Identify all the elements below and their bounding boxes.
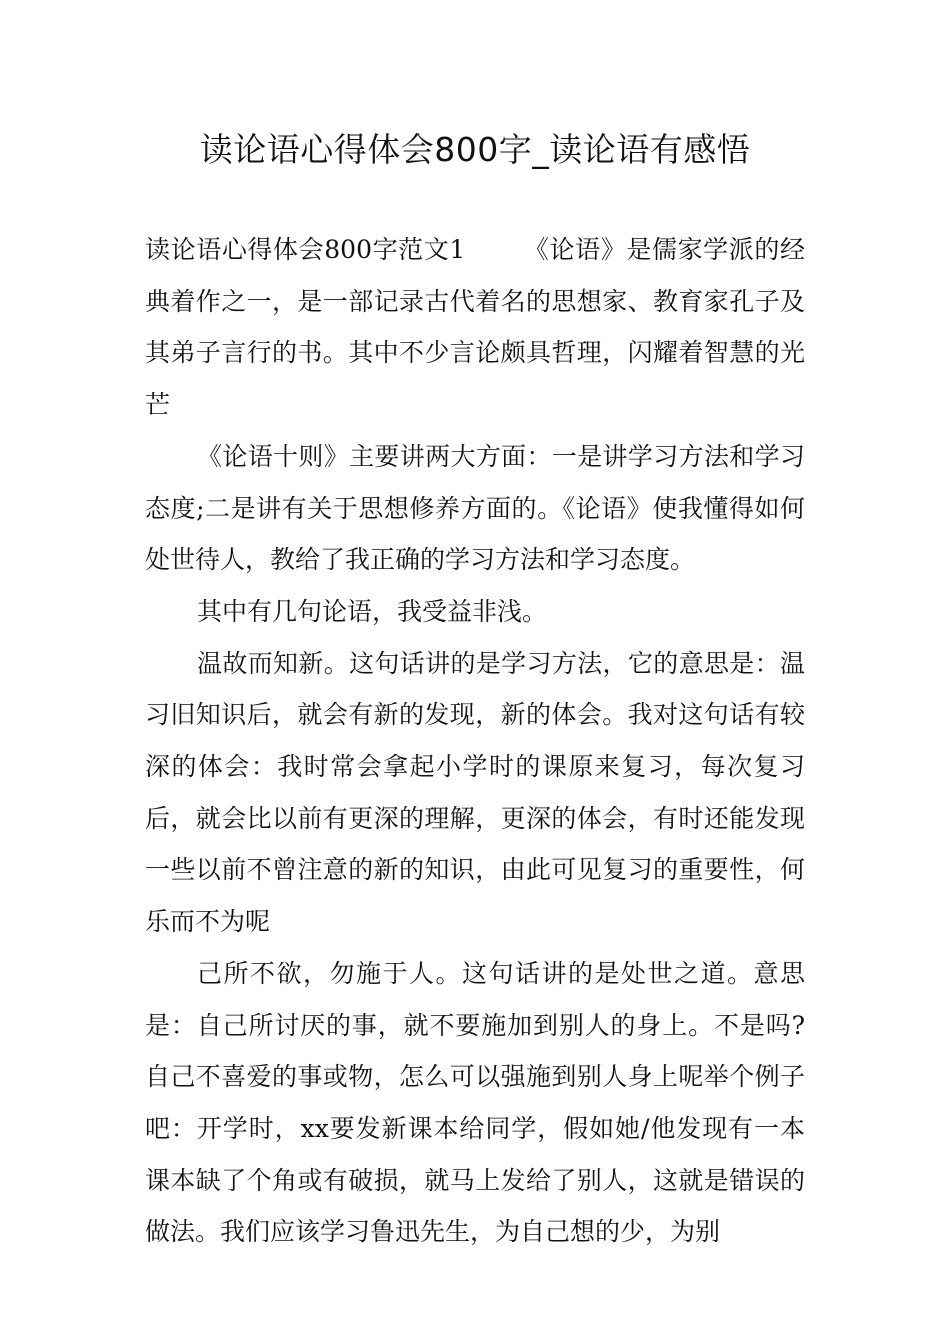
paragraph: 《论语十则》主要讲两大方面：一是讲学习方法和学习态度;二是讲有关于思想修养方面的。《论语》使我懂得如何处世待人，教给了我正确的学习方法和学习态度。 <box>145 441 805 575</box>
intro-text: 《论语》是儒家学派的经典着作之一，是一部记录古代着名的思想家、教育家孔子及其弟子言行的书。其中不少言论颇具哲理，闪耀着智慧的光芒 <box>145 235 805 420</box>
document-title: 读论语心得体会800字_读论语有感悟 <box>199 130 751 169</box>
paragraph: 温故而知新。这句话讲的是学习方法，它的意思是：温习旧知识后，就会有新的发现，新的体会。我对这句话有较深的体会：我时常会拿起小学时的课原来复习，每次复习后，就会比以前有更深的理解，更深的体会，有时还能发现一些以前不曾注意的新的知识，由此可见复习的重要性，何乐而不为呢 <box>145 648 805 937</box>
intro-paragraph <box>145 224 805 431</box>
paragraph: 其中有几句论语，我受益非浅。 <box>197 596 548 626</box>
document-body <box>145 224 805 1258</box>
paragraph: 己所不欲，勿施于人。这句话讲的是处世之道。意思是：自己所讨厌的事，就不要施加到别人的身上。不是吗?自己不喜爱的事或物，怎么可以强施到别人身上呢举个例子吧：开学时，xx要发新课本给同学，假如她/他发现有一本课本缺了个角或有破损，就马上发给了别人，这就是错误的做法。我们应该学习鲁迅先生，为自己想的少，为别 <box>145 958 805 1247</box>
intro-label: 读论语心得体会800字范文1 <box>145 235 466 264</box>
